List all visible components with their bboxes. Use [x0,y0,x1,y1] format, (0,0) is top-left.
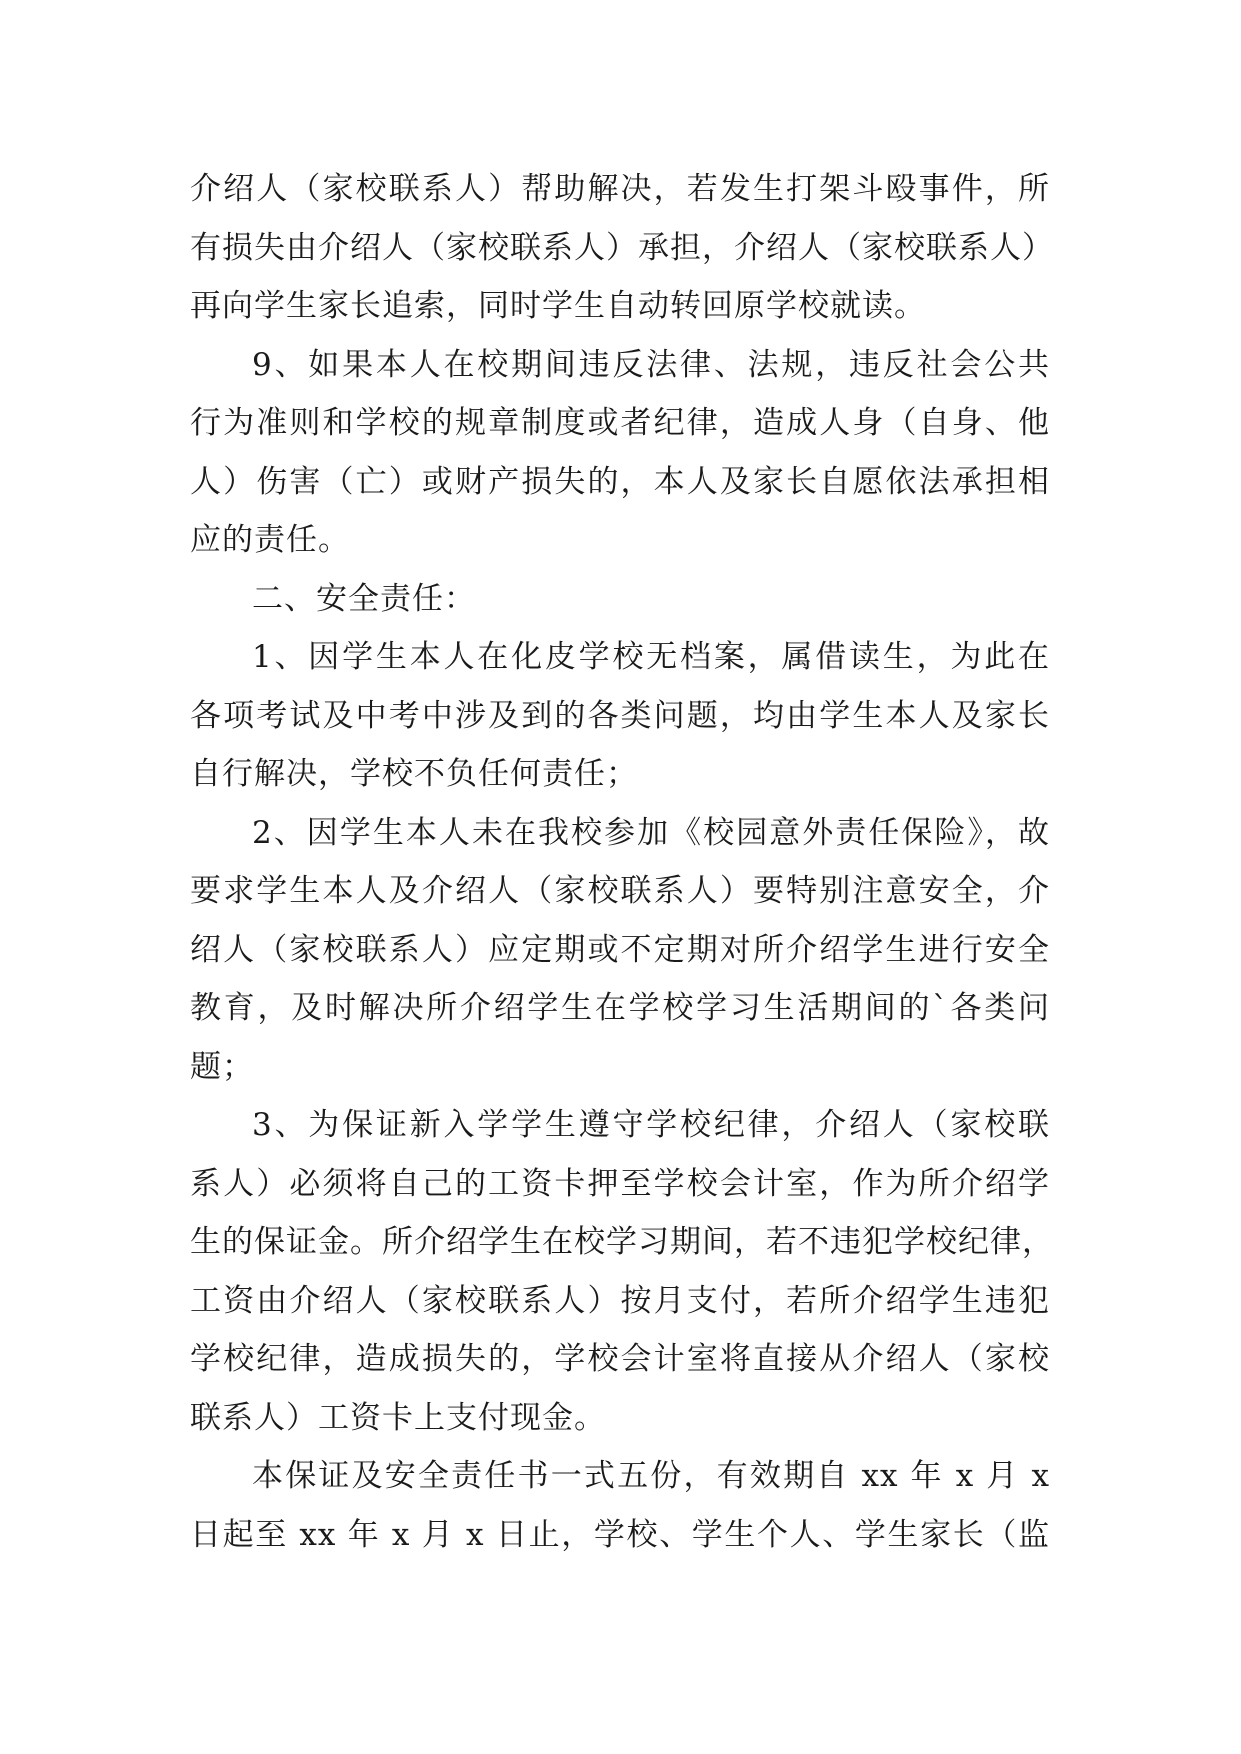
text-line: 工资由介绍人（家校联系人）按月支付，若所介绍学生违犯 [190,1282,1050,1319]
text-line: 绍人（家校联系人）应定期或不定期对所介绍学生进行安全 [190,931,1050,968]
text-line: 自行解决，学校不负任何责任； [190,756,638,792]
text-line: 日起至 xx 年 x 月 x 日止，学校、学生个人、学生家长（监 [190,1516,1050,1553]
text-line: 生的保证金。所介绍学生在校学习期间，若不违犯学校纪律， [190,1224,1054,1260]
text-line: 系人）必须将自己的工资卡押至学校会计室，作为所介绍学 [190,1165,1050,1202]
text-line: 行为准则和学校的规章制度或者纪律，造成人身（自身、他 [190,405,1050,441]
text-line: 应的责任。 [190,522,350,558]
text-line: 有损失由介绍人（家校联系人）承担，介绍人（家校联系人） [190,229,1054,266]
document-body [190,160,1054,1564]
text-line: 2、因学生本人未在我校参加《校园意外责任保险》，故 [252,814,1050,851]
text-line: 再向学生家长追索，同时学生自动转回原学校就读。 [190,288,926,324]
text-line: 介绍人（家校联系人）帮助解决，若发生打架斗殴事件，所 [190,171,1050,207]
text-line: 1、因学生本人在化皮学校无档案，属借读生，为此在 [252,639,1050,675]
text-line: 3、为保证新入学学生遵守学校纪律，介绍人（家校联 [252,1107,1050,1143]
section-heading: 二、安全责任： [252,580,476,617]
text-line: 学校纪律，造成损失的，学校会计室将直接从介绍人（家校 [190,1341,1050,1377]
text-line: 要求学生本人及介绍人（家校联系人）要特别注意安全，介 [190,873,1050,909]
text-line: 9、如果本人在校期间违反法律、法规，违反社会公共 [252,346,1050,383]
text-line: 题； [190,1048,254,1085]
text-line: 本保证及安全责任书一式五份，有效期自 xx 年 x 月 x [252,1458,1050,1494]
document-page [190,160,1054,1564]
text-line: 人）伤害（亡）或财产损失的，本人及家长自愿依法承担相 [190,463,1050,500]
text-line: 教育，及时解决所介绍学生在学校学习生活期间的`各类问 [190,990,1050,1026]
text-line: 各项考试及中考中涉及到的各类问题，均由学生本人及家长 [190,697,1050,734]
text-line: 联系人）工资卡上支付现金。 [190,1399,606,1436]
